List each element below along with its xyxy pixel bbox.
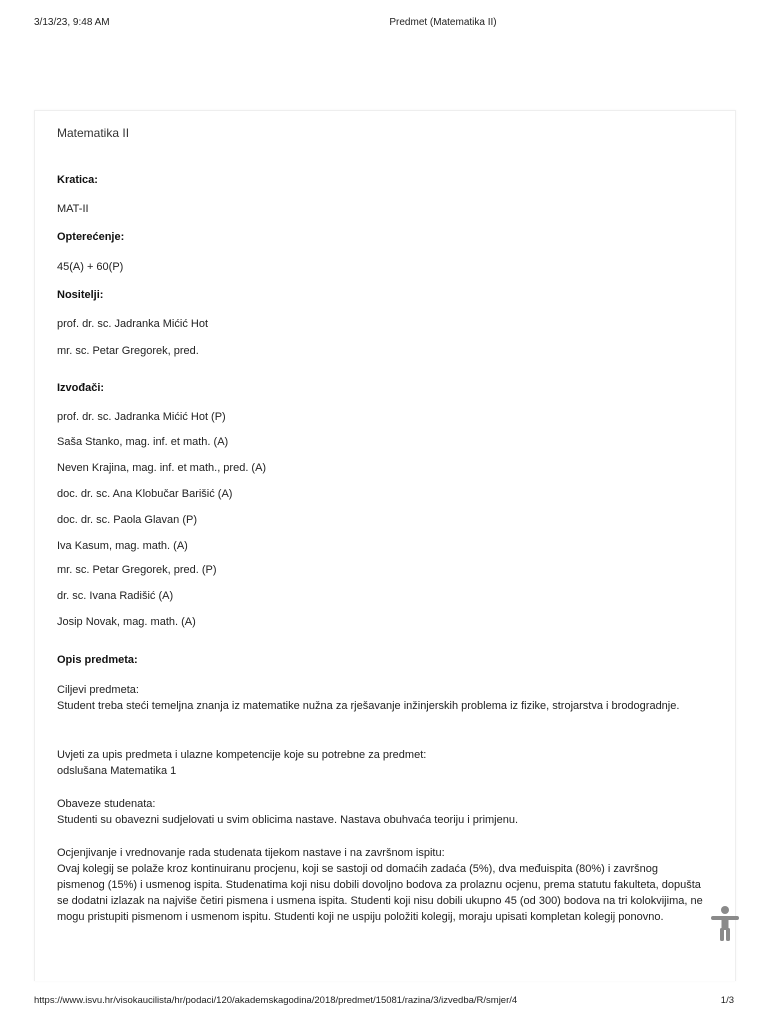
goals-heading: Ciljevi predmeta: — [57, 684, 139, 696]
performer-item: dr. sc. Ivana Radišić (A) — [57, 590, 174, 602]
grading-section — [57, 845, 707, 925]
holders-label: Nositelji: — [57, 289, 104, 301]
obligations-text: Studenti su obavezni sudjelovati u svim oblicima nastave. Nastava obuhvaća teoriju i primjenu. — [57, 814, 519, 826]
prereq-heading: Uvjeti za upis predmeta i ulazne kompetencije koje su potrebne za predmet: — [57, 749, 427, 761]
prereq-section — [57, 747, 707, 779]
performer-item: Josip Novak, mag. math. (A) — [57, 616, 196, 628]
load-value: 45(A) + 60(P) — [57, 261, 124, 273]
performer-item: Saša Stanko, mag. inf. et math. (A) — [57, 436, 229, 448]
description-label: Opis predmeta: — [57, 654, 138, 666]
goals-text: Student treba steći temeljna znanja iz matematike nužna za rješavanje inžinjerskih problema iz fizike, strojarstva i brodogradnje. — [57, 700, 680, 712]
grading-heading: Ocjenjivanje i vrednovanje rada studenata tijekom nastave i na završnom ispitu: — [57, 847, 445, 859]
performer-item: mr. sc. Petar Gregorek, pred. (P) — [57, 564, 217, 576]
prereq-text: odslušana Matematika 1 — [57, 765, 177, 777]
abbr-label: Kratica: — [57, 174, 98, 186]
print-url[interactable]: https://www.isvu.hr/visokaucilista/hr/podaci/120/akademskagodina/2018/predmet/15081/razina/3/izvedba/R/smjer/4 — [34, 995, 518, 1006]
print-header — [0, 17, 768, 31]
accessibility-icon[interactable] — [708, 904, 742, 942]
goals-section — [57, 682, 707, 714]
page-number: 1/3 — [720, 995, 734, 1006]
holder-item: prof. dr. sc. Jadranka Mićić Hot — [57, 318, 208, 330]
print-timestamp: 3/13/23, 9:48 AM — [34, 17, 110, 28]
obligations-section — [57, 796, 707, 828]
performer-item: doc. dr. sc. Paola Glavan (P) — [57, 514, 198, 526]
performer-item: Iva Kasum, mag. math. (A) — [57, 540, 188, 552]
grading-text: Ovaj kolegij se polaže kroz kontinuiranu procjenu, koji se sastoji od domaćih zadaća (5%), dva međuispita (80%) i završnog pismenog (15%) i usmenog ispita. Studenatima koji nisu dobili dovoljno bodova za prolaznu ocjenu, prema statutu fakulteta, dopušta se dodatni izlazak na najviše četiri pismena i usmena ispita. Studenti koji nisu dobili ukupno 45 (od 300) bodova na tri kolokvijima, ne mogu pristupiti pismenom i usmenom ispitu. Studenti koji ne uspiju položiti kolegij, moraju upisati kompletan kolegij ponovno. — [57, 863, 703, 923]
print-footer — [0, 995, 768, 1009]
performer-item: Neven Krajina, mag. inf. et math., pred. (A) — [57, 462, 267, 474]
holder-item: mr. sc. Petar Gregorek, pred. — [57, 345, 199, 357]
load-label: Opterećenje: — [57, 231, 125, 243]
performer-item: doc. dr. sc. Ana Klobučar Barišić (A) — [57, 488, 233, 500]
print-page-title: Predmet (Matematika II) — [389, 17, 497, 28]
obligations-heading: Obaveze studenata: — [57, 798, 156, 810]
course-title: Matematika II — [57, 126, 130, 140]
abbr-value: MAT-II — [57, 203, 89, 215]
performers-label: Izvođači: — [57, 382, 105, 394]
performer-item: prof. dr. sc. Jadranka Mićić Hot (P) — [57, 411, 226, 423]
